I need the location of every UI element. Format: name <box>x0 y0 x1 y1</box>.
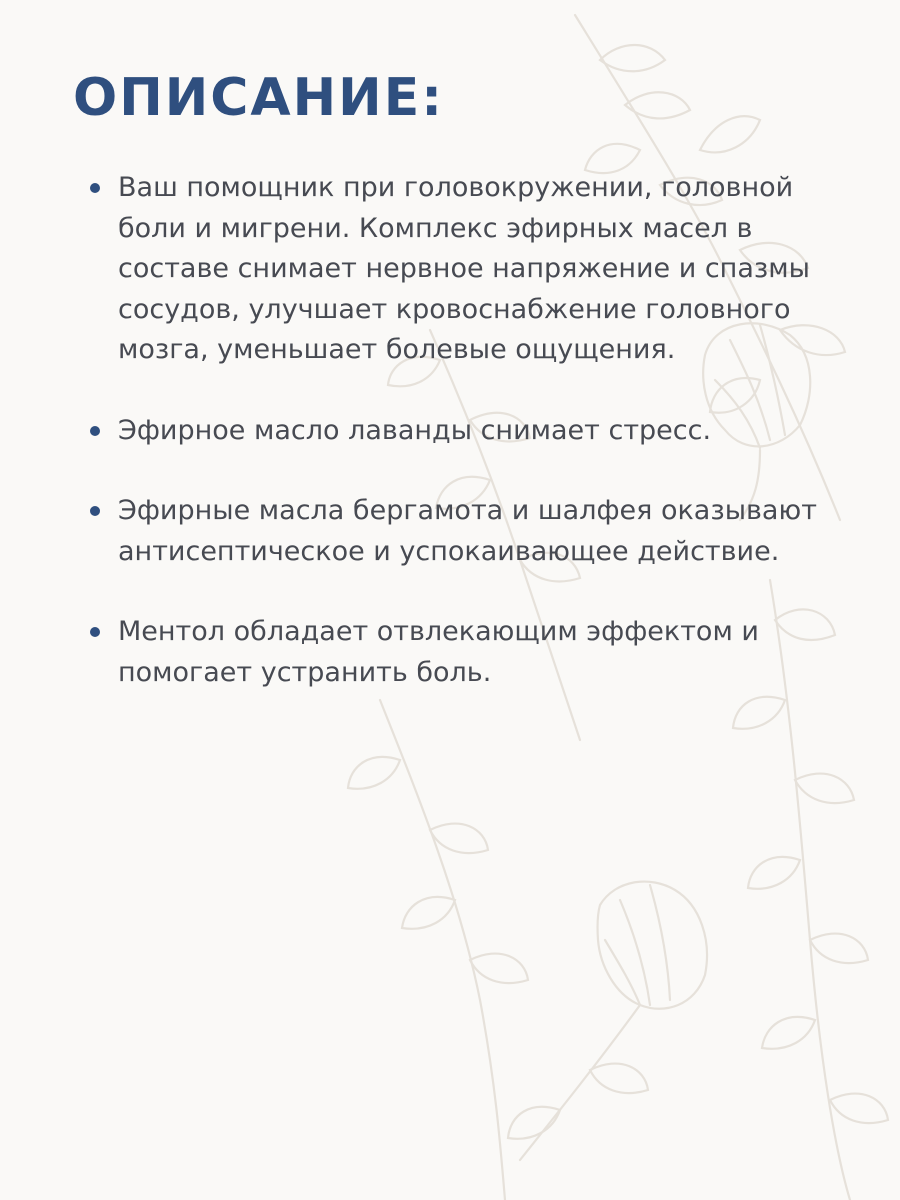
list-item <box>90 491 830 572</box>
bullet-icon <box>90 183 100 193</box>
list-item-text: Эфирное масло лаванды снимает стресс. <box>118 414 712 446</box>
list-item <box>90 612 830 693</box>
list-item-text: Эфирные масла бергамота и шалфея оказывают антисептическое и успокаивающее действие. <box>118 495 817 567</box>
list-item-text: Ментол обладает отвлекающим эффектом и помогает устранить боль. <box>118 616 759 688</box>
bullet-icon <box>90 506 100 516</box>
description-list <box>90 168 830 733</box>
list-item-text: Ваш помощник при головокружении, головной боли и мигрени. Комплекс эфирных масел в составе снимает нервное напряжение и спазмы сосудов, улучшает кровоснабжение головного мозга, уменьшает болевые ощущения. <box>118 172 810 365</box>
list-item <box>90 168 830 371</box>
bullet-icon <box>90 426 100 436</box>
bullet-icon <box>90 627 100 637</box>
page-title: ОПИСАНИЕ: <box>73 68 445 128</box>
list-item <box>90 411 830 452</box>
